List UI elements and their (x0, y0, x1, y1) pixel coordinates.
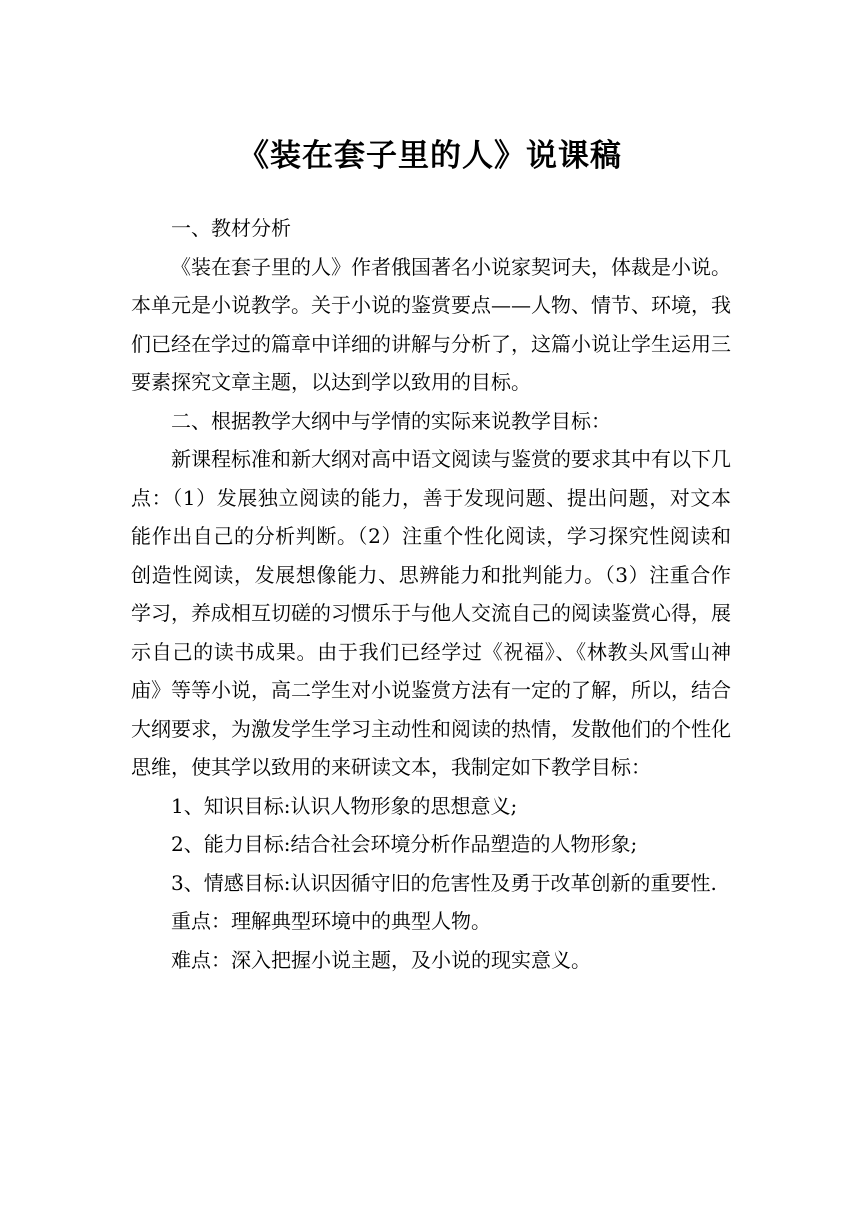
goal-emotion: 3、情感目标:认识因循守旧的危害性及勇于改革创新的重要性. (171, 870, 717, 895)
key-point: 重点：理解典型环境中的典型人物。 (171, 909, 491, 933)
paragraph-textbook-analysis: 《装在套子里的人》作者俄国著名小说家契诃夫，体裁是小说。本单元是小说教学。关于小说的鉴赏要点——人物、情节、环境，我们已经在学过的篇章中详细的讲解与分析了，这篇小说让学生运用三要素探究文章主题，以达到学以致用的目标。 (131, 254, 731, 394)
section-heading-teaching-goals: 二、根据教学大纲中与学情的实际来说教学目标： (171, 408, 611, 433)
document-title: 《装在套子里的人》说课稿 (238, 138, 622, 174)
paragraph-curriculum-requirements: 新课程标准和新大纲对高中语文阅读与鉴赏的要求其中有以下几点：（1）发展独立阅读的能力，善于发现问题、提出问题，对文本能作出自己的分析判断。（2）注重个性化阅读，学习探究性阅读和创造性阅读，发展想像能力、思辨能力和批判能力。（3）注重合作学习，养成相互切磋的习惯乐于与他人交流自己的阅读鉴赏心得，展示自己的读书成果。由于我们已经学过《祝福》、《林教头风雪山神庙》等等小说，高二学生对小说鉴赏方法有一定的了解，所以，结合大纲要求，为激发学生学习主动性和阅读的热情，发散他们的个性化思维，使其学以致用的来研读文本，我制定如下教学目标： (131, 447, 731, 779)
goal-knowledge: 1、知识目标:认识人物形象的思想意义; (171, 793, 518, 818)
difficult-point: 难点：深入把握小说主题，及小说的现实意义。 (171, 947, 591, 972)
document-body (131, 209, 731, 979)
section-heading-textbook-analysis: 一、教材分析 (171, 216, 291, 240)
goal-ability: 2、能力目标:结合社会环境分析作品塑造的人物形象; (171, 832, 638, 856)
